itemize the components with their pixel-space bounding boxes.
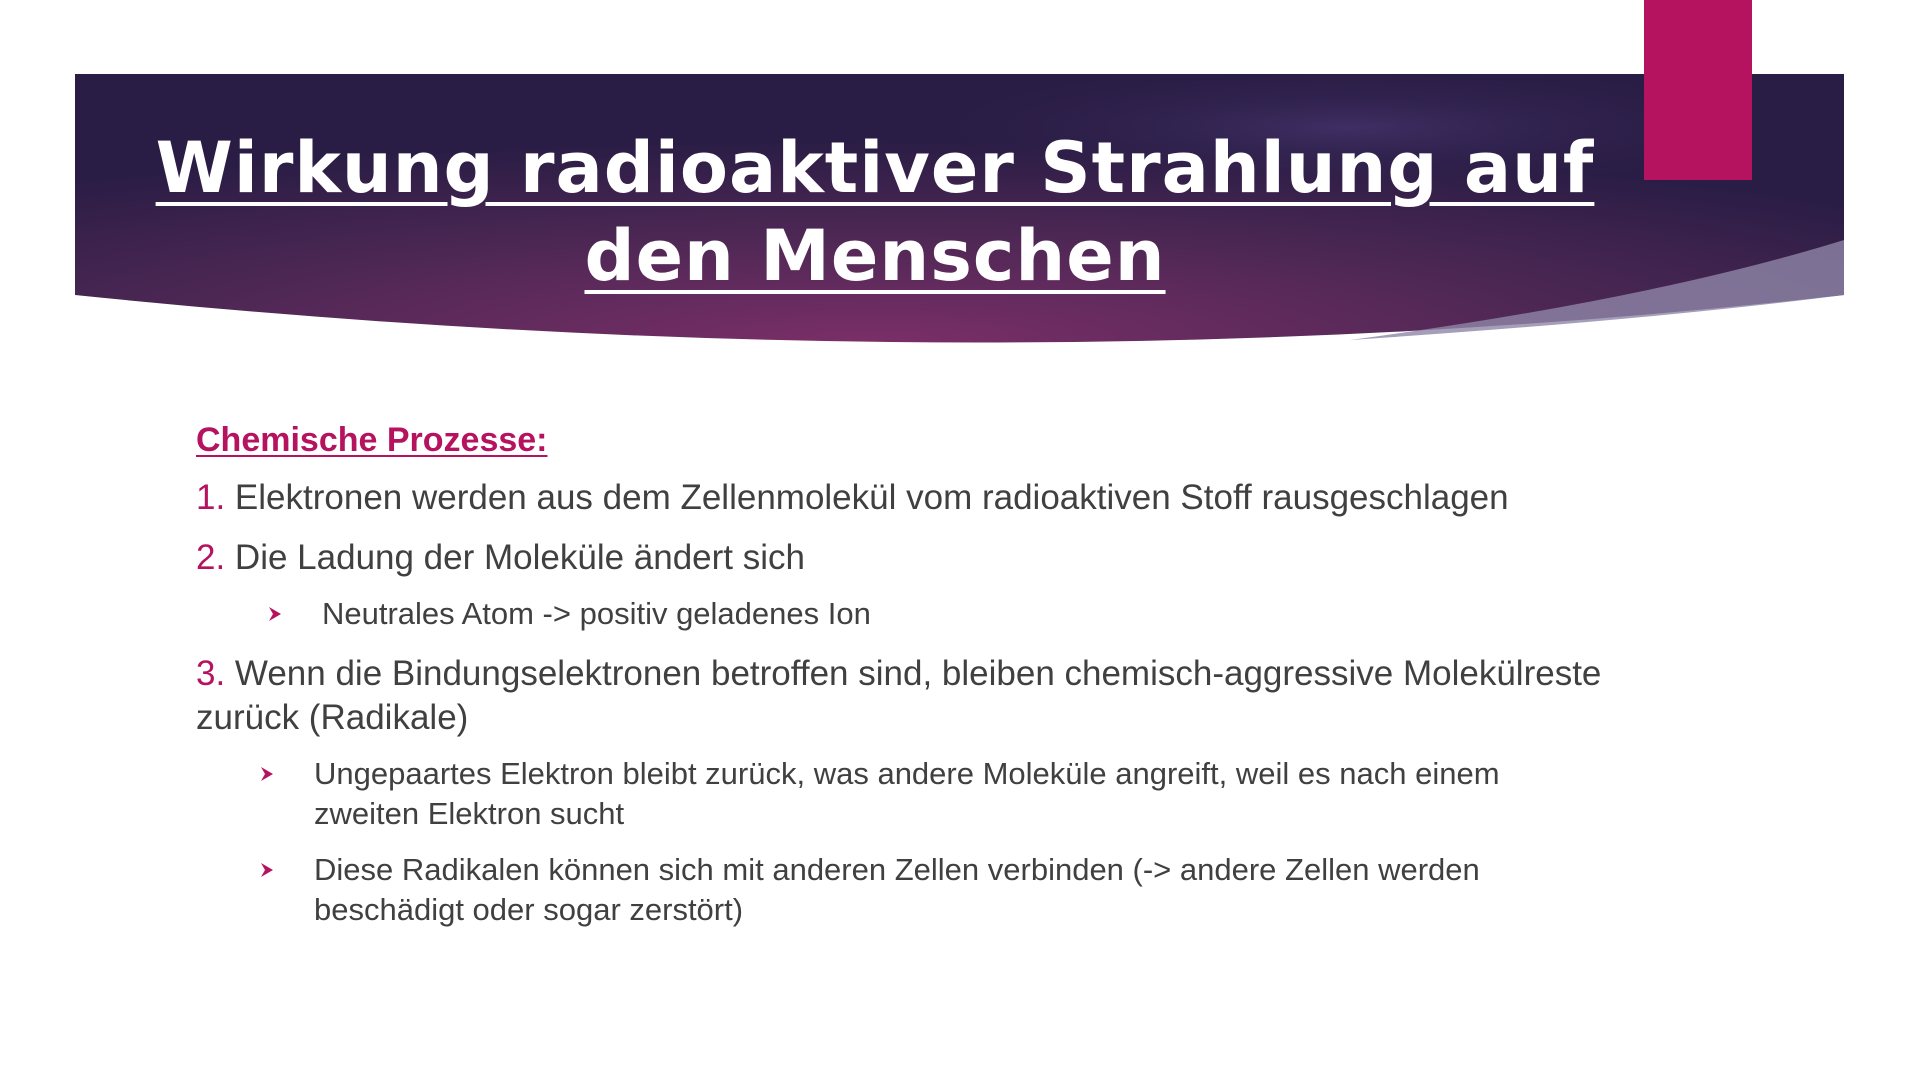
- sub-item-text: Neutrales Atom -> positiv geladenes Ion: [322, 596, 871, 631]
- slide-content: [196, 418, 1616, 948]
- title-line-2: den Menschen: [584, 215, 1166, 297]
- list-item-3: [196, 652, 1616, 740]
- sub-item: [260, 850, 1616, 930]
- item-text: Wenn die Bindungselektronen betroffen sind, bleiben chemisch-aggressive Molekülreste zurück (Radikale): [196, 654, 1602, 737]
- title-line-1: Wirkung radioaktiver Strahlung auf: [155, 127, 1595, 209]
- section-heading: Chemische Prozesse:: [196, 421, 548, 459]
- accent-tab: [1644, 0, 1752, 180]
- arrowhead-bullet-icon: [260, 850, 284, 890]
- arrowhead-bullet-icon: [268, 594, 292, 634]
- item-number: 1.: [196, 478, 226, 517]
- slide-title: [150, 124, 1600, 300]
- sub-item-text: Diese Radikalen können sich mit anderen Zellen verbinden (-> andere Zellen werden beschädigt oder sogar zerstört): [314, 852, 1480, 927]
- list-item-2: [196, 536, 1616, 580]
- item-text: Die Ladung der Moleküle ändert sich: [225, 538, 805, 577]
- sub-item: [268, 594, 1616, 634]
- item-text: Elektronen werden aus dem Zellenmolekül vom radioaktiven Stoff rausgeschlagen: [225, 478, 1509, 517]
- item-number: 3.: [196, 654, 226, 693]
- arrowhead-bullet-icon: [260, 754, 284, 794]
- sub-item-text: Ungepaartes Elektron bleibt zurück, was andere Moleküle angreift, weil es nach einem zweiten Elektron sucht: [314, 756, 1500, 831]
- sub-item: [260, 754, 1616, 834]
- item-number: 2.: [196, 538, 226, 577]
- list-item-1: [196, 476, 1616, 520]
